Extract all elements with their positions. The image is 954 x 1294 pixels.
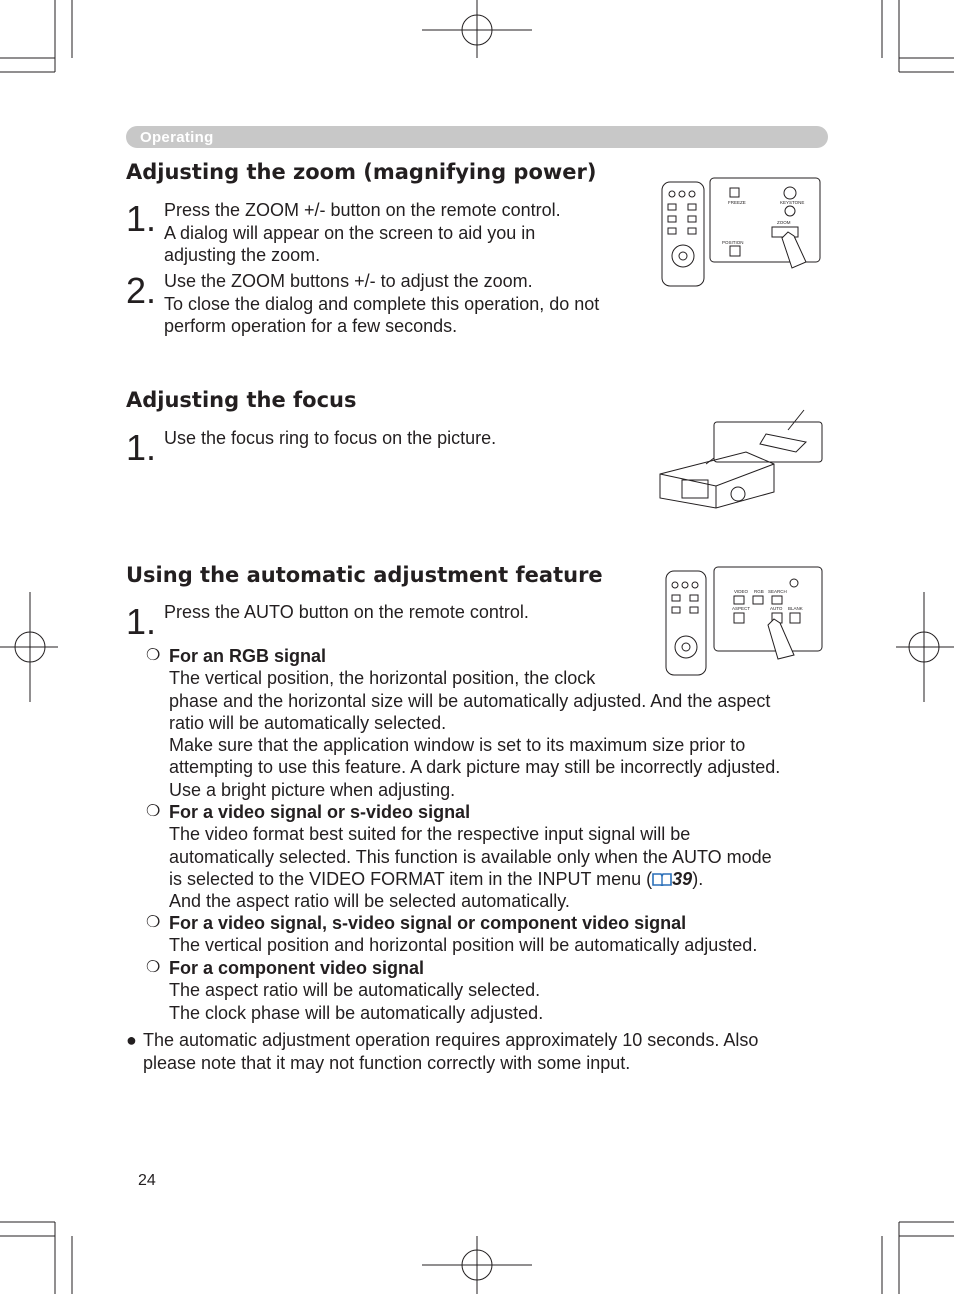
note-paragraph: ● The automatic adjustment operation requires approximately 10 seconds. Also please note that it may not function correctly with some input. xyxy=(126,1030,759,1073)
keystone-label: KEYSTONE xyxy=(780,200,805,205)
auto-label: AUTO xyxy=(770,606,783,611)
bullet-icon: ❍ xyxy=(146,803,161,820)
freeze-label: FREEZE xyxy=(728,200,746,205)
remote-zoom-illustration xyxy=(660,176,825,288)
search-label: SEARCH xyxy=(768,589,787,594)
rgb-label: RGB xyxy=(754,589,764,594)
section-header-bar xyxy=(126,126,828,148)
focus-step-1-text: Use the focus ring to focus on the picture. xyxy=(164,428,497,448)
sub-component-video-signal: ❍ For a component video signal The aspect ratio will be automatically selected. The clock phase will be automatically adjusted. xyxy=(146,958,544,1023)
zoom-label: ZOOM xyxy=(777,220,791,225)
section-label: Operating xyxy=(140,129,214,146)
bullet-icon: ❍ xyxy=(146,959,161,976)
position-label: POSITION xyxy=(722,240,744,245)
page-number: 24 xyxy=(138,1172,156,1189)
auto-step-1-number: 1. xyxy=(126,601,157,642)
auto-heading: Using the automatic adjustment feature xyxy=(126,563,603,587)
focus-step-1-number: 1. xyxy=(126,427,157,468)
zoom-heading: Adjusting the zoom (magnifying power) xyxy=(126,160,597,184)
focus-heading: Adjusting the focus xyxy=(126,388,357,412)
zoom-step-1-text: Press the ZOOM +/- button on the remote control. A dialog will appear on the screen to aid you in adjusting the zoom. xyxy=(164,200,561,265)
aspect-label: ASPECT xyxy=(732,606,751,611)
book-icon xyxy=(652,872,672,886)
bullet-icon: ❍ xyxy=(146,914,161,931)
note-bullet: ● xyxy=(126,1030,137,1050)
projector-focus-illustration xyxy=(656,408,826,514)
sub-rgb-signal: ❍ For an RGB signal The vertical position, the horizontal position, the clock phase and the horizontal size will be automatically adjusted. And the aspect ratio will be automatically selected. Make sure that the application window is set to its maximum size prior to attempting to use this feature. A dark picture may still be incorrectly adjusted. Use a bright picture when adjusting. xyxy=(146,646,781,800)
sub-component-video-signal-position: ❍ For a video signal, s-video signal or component video signal The vertical position and horizontal position will be automatically adjusted. xyxy=(146,913,758,956)
blank-label: BLANK xyxy=(788,606,803,611)
auto-step-1-text: Press the AUTO button on the remote control. xyxy=(164,602,529,622)
video-label: VIDEO xyxy=(734,589,749,594)
zoom-step-1-number: 1. xyxy=(126,198,157,239)
bullet-icon: ❍ xyxy=(146,647,161,664)
page-reference-link[interactable]: 39 xyxy=(672,868,693,889)
zoom-step-2-number: 2. xyxy=(126,270,157,311)
reference-line: is selected to the VIDEO FORMAT item in the INPUT menu ( 39). xyxy=(169,868,704,889)
sub-video-signal: ❍ For a video signal or s-video signal The video format best suited for the respective input signal will be automatically selected. This function is available only when the AUTO mode is selected to the VIDEO FORMAT item in the INPUT menu ( 39). And the aspect ratio will be selected automatically. xyxy=(146,801,836,912)
zoom-step-2-text: Use the ZOOM buttons +/- to adjust the zoom. To close the dialog and complete this operation, do not perform operation for a few seconds. xyxy=(164,271,600,336)
